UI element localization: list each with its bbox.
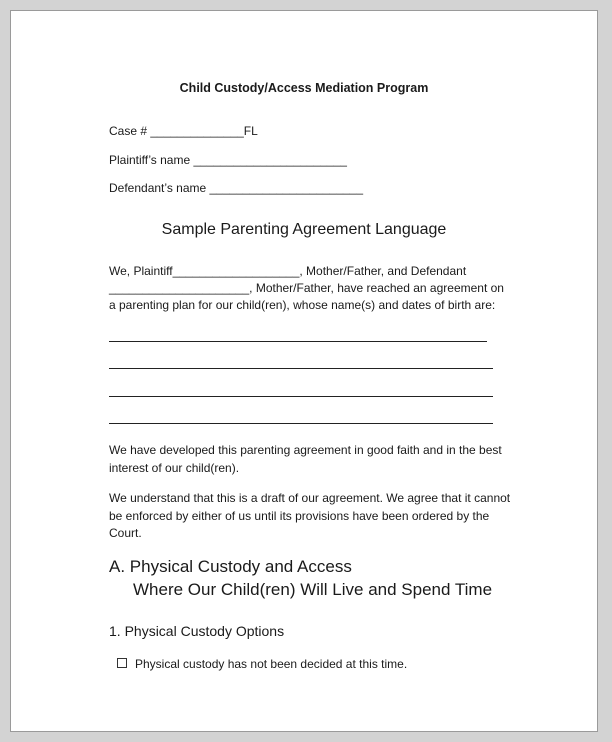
agreement-heading: Sample Parenting Agreement Language [161, 221, 447, 238]
subsection-heading: 1. Physical Custody Options [109, 623, 285, 639]
defendant-name-field: Defendant’s name _______________________ [109, 181, 364, 195]
child-entry-line [109, 341, 487, 342]
section-a-subtitle: Where Our Child(ren) Will Live and Spend Time [133, 580, 493, 599]
section-a-heading [109, 555, 492, 601]
child-entry-line [109, 368, 493, 369]
intro-line-2: _____________________, Mother/Father, have reached an agreement on [109, 281, 504, 295]
custody-option-row [117, 657, 407, 671]
intro-line-3: a parenting plan for our child(ren), whose name(s) and dates of birth are: [109, 298, 496, 312]
checkbox-icon[interactable] [117, 658, 127, 668]
child-entry-line [109, 423, 493, 424]
good-faith-paragraph: We have developed this parenting agreement in good faith and in the best interest of our child(ren). [109, 443, 502, 475]
document-title: Child Custody/Access Mediation Program [179, 81, 429, 95]
intro-line-1: We, Plaintiff___________________, Mother/Father, and Defendant [109, 264, 467, 278]
plaintiff-name-field: Plaintiff’s name _______________________ [109, 153, 347, 167]
section-a-title: A. Physical Custody and Access [109, 557, 352, 576]
document-page [10, 10, 598, 732]
child-entry-line [109, 396, 493, 397]
draft-paragraph: We understand that this is a draft of our agreement. We agree that it cannot be enforced by either of us until its provisions have been ordered by the Court. [109, 491, 511, 540]
custody-option-label: Physical custody has not been decided at this time. [135, 657, 408, 671]
case-number-field: Case # ______________FL [109, 124, 258, 138]
